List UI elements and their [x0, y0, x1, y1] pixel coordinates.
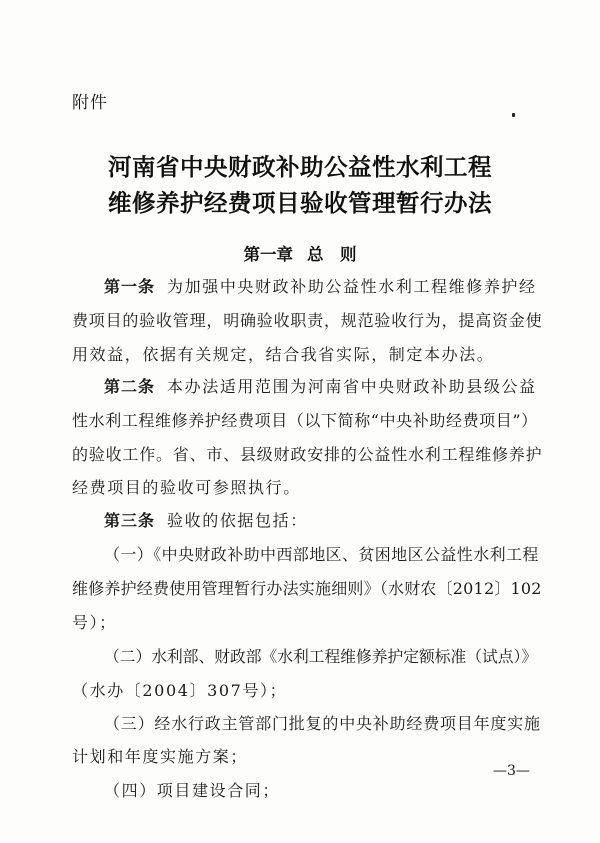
- document-title-line-2: 维修养护经费项目验收管理暂行办法: [108, 189, 492, 217]
- attachment-label: 附件: [72, 93, 108, 113]
- article-3-item-1-line-2: 维修养护经费使用管理暂行办法实施细则》（水财农〔2012〕102: [72, 579, 542, 598]
- article-1-line-3: 用效益，依据有关规定，结合我省实际，制定本办法。: [72, 345, 495, 364]
- article-3-item-2-line-2: （水办〔2004〕307号）；: [72, 681, 288, 700]
- article-2-line-2: 性水利工程维修养护经费项目（以下简称“中央补助经费项目”）: [72, 411, 538, 430]
- article-1-line-1: 第一条 为加强中央财政补助公益性水利工程维修养护经: [104, 277, 537, 296]
- article-2-line-4: 经费项目的验收可参照执行。: [72, 478, 301, 497]
- article-3-line-1: 第三条 验收的依据包括：: [104, 511, 308, 530]
- article-2-line-1: 第二条 本办法适用范围为河南省中央财政补助县级公益: [104, 377, 537, 396]
- article-3-item-1-line-1: （一）《中央财政补助中西部地区、贫困地区公益性水利工程: [104, 545, 539, 564]
- chapter-name: 总 则: [307, 245, 357, 264]
- article-3-item-3-line-2: 计划和年度实施方案；: [72, 747, 249, 766]
- article-3-item-1-line-3: 号）；: [72, 613, 117, 632]
- article-1-line-2: 费项目的验收管理，明确验收职责，规范验收行为，提高资金使: [72, 311, 543, 330]
- article-3-label: 第三条: [104, 511, 156, 530]
- chapter-heading: [0, 241, 600, 265]
- scan-speck: [512, 113, 515, 117]
- article-3-item-4-line-1: （四）项目建设合同；: [104, 781, 281, 800]
- article-2-label: 第二条: [104, 377, 156, 396]
- article-3-item-2-line-1: （二）水利部、财政部《水利工程维修养护定额标准（试点）》: [104, 647, 538, 666]
- page-number: —3—: [493, 763, 530, 779]
- chapter-prefix: 第一章: [243, 245, 293, 264]
- article-3-item-3-line-1: （三）经水行政主管部门批复的中央补助经费项目年度实施: [104, 714, 541, 733]
- article-1-label: 第一条: [104, 277, 156, 296]
- article-2-line-3: 的验收工作。省、市、县级财政安排的公益性水利工程维修养护: [72, 445, 543, 464]
- document-title-line-1: 河南省中央财政补助公益性水利工程: [108, 153, 492, 181]
